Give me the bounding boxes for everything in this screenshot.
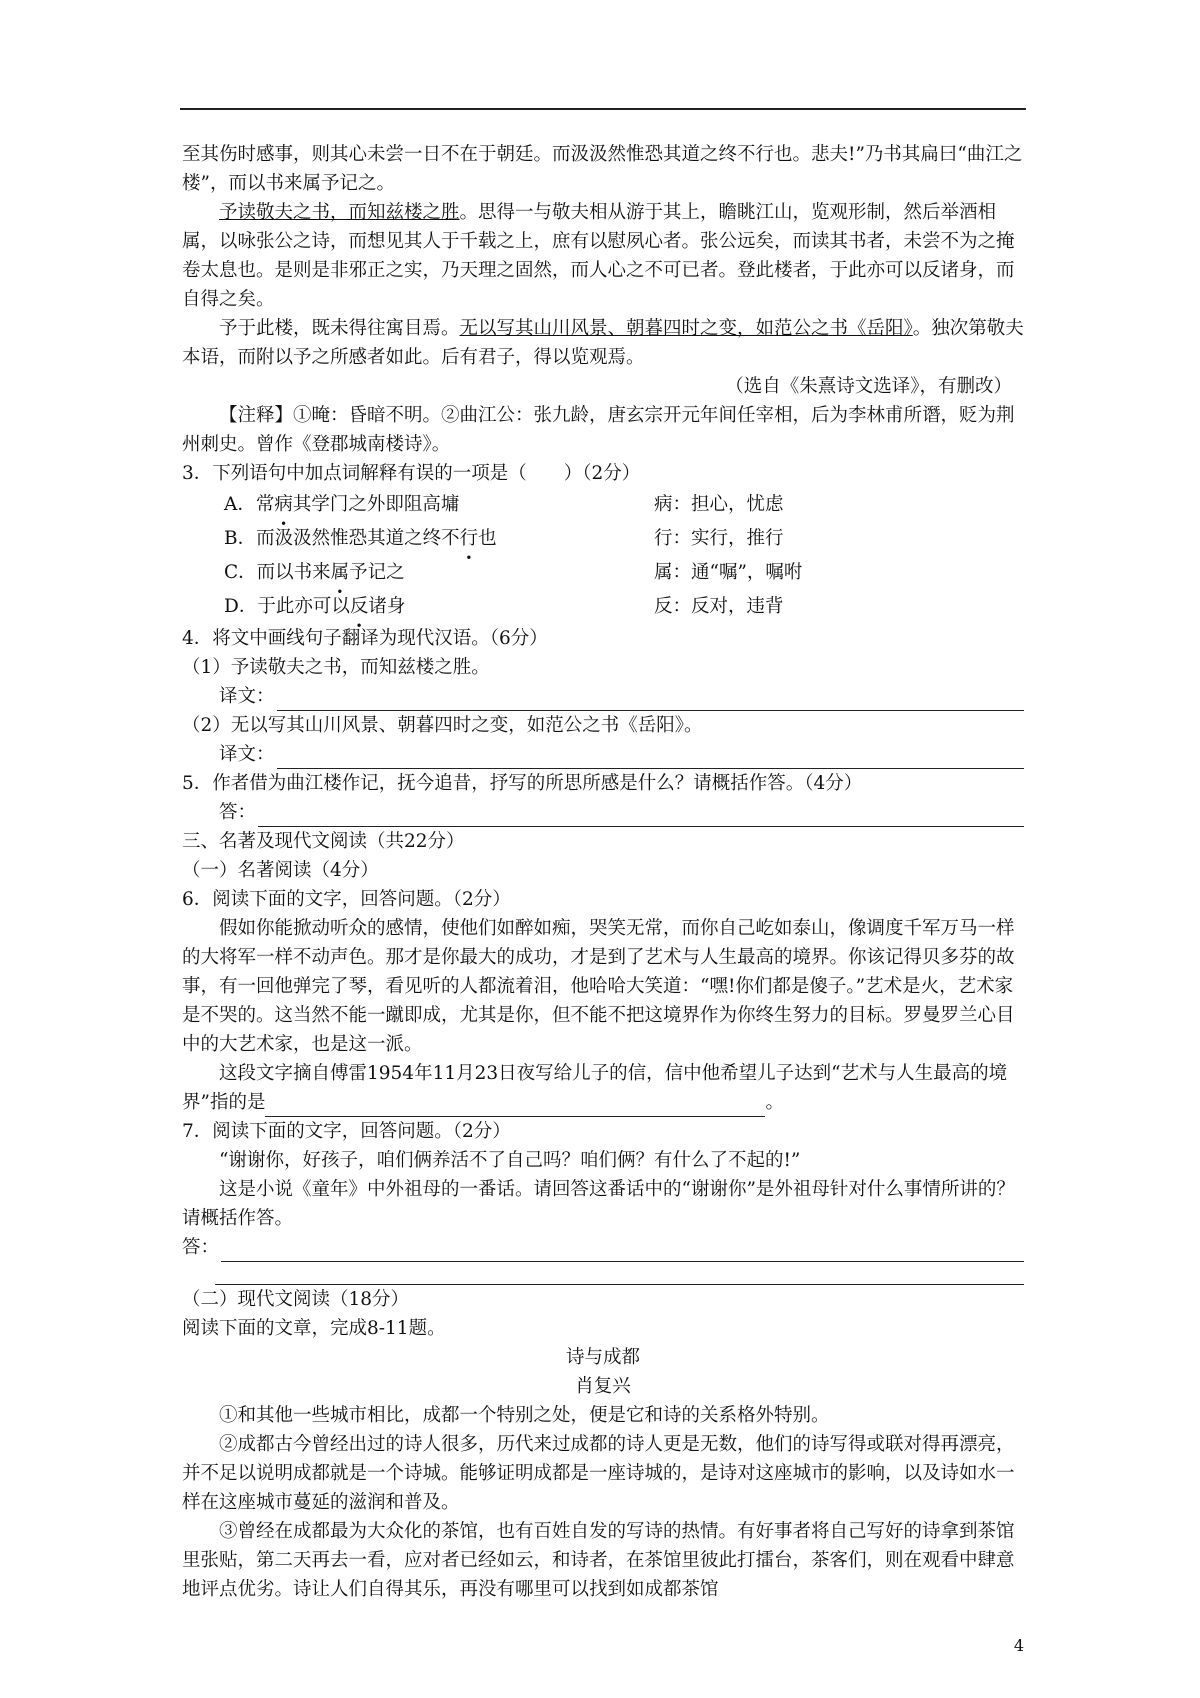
underlined-sentence-1: 予读敬夫之书，而知兹楼之胜 xyxy=(219,202,460,223)
dotted-word: 反 xyxy=(349,596,369,617)
option-sentence xyxy=(224,488,654,522)
question-3: 3．下列语句中加点词解释有误的一项是（ ）（2分） xyxy=(182,463,641,484)
answer-line[interactable] xyxy=(221,1241,1024,1262)
underlined-sentence-2: 无以写其山川风景、朝暮四时之变，如范公之书《岳阳》 xyxy=(459,318,913,339)
translation-label: 译文： xyxy=(219,686,275,707)
paragraph-3 xyxy=(182,314,1024,372)
option-sentence-post: 也 xyxy=(478,528,497,549)
option-sentence-pre: B．而汲汲然惟恐其道之终不 xyxy=(224,528,460,549)
answer-label: 答： xyxy=(182,1237,220,1258)
paragraph-3-start: 予于此楼，既未得往寓目焉。 xyxy=(219,318,460,339)
option-row[interactable] xyxy=(182,556,1024,590)
question-6: 6．阅读下面的文字，回答问题。（2分） xyxy=(182,889,511,910)
period: 。 xyxy=(765,1092,784,1113)
question-7-prompt: 这是小说《童年》中外祖母的一番话。请回答这番话中的“谢谢你”是外祖母针对什么事情所讲的？请概括作答。 xyxy=(182,1179,1015,1229)
translation-label: 译文： xyxy=(219,744,275,765)
option-row[interactable] xyxy=(182,590,1024,624)
source-citation: （选自《朱熹诗文选译》，有删改） xyxy=(725,376,1012,397)
question-3-options xyxy=(182,488,1024,624)
header-rule xyxy=(180,108,1026,110)
option-explanation: 属：通“嘱”，嘱咐 xyxy=(654,562,803,583)
dotted-word: 病 xyxy=(274,494,293,515)
option-sentence-pre: A．常 xyxy=(224,494,275,515)
answer-label: 答： xyxy=(219,802,257,823)
question-4-item-2: （2）无以写其山川风景、朝暮四时之变，如范公之书《岳阳》。 xyxy=(182,715,703,736)
answer-5-row xyxy=(182,798,1024,827)
option-sentence-post: 予记之 xyxy=(349,562,405,583)
paragraph-2 xyxy=(182,198,1024,314)
question-5: 5．作者借为曲江楼作记，抚今追昔，抒写的所思所感是什么？请概括作答。（4分） xyxy=(182,773,863,794)
annotation-note: 【注释】①晻：昏暗不明。②曲江公：张九龄，唐玄宗开元年间任宰相，后为李林甫所谮，贬为荆州刺史。曾作《登郡城南楼诗》。 xyxy=(182,405,1015,455)
translation-2-row xyxy=(182,740,1024,769)
section-3-1-heading: （一）名著阅读（4分） xyxy=(182,860,379,881)
option-sentence-post: 其学门之外即阻高墉 xyxy=(292,494,460,515)
section-3-heading: 三、名著及现代文阅读（共22分） xyxy=(182,831,465,852)
article-paragraph-1: ①和其他一些城市相比，成都一个特别之处，便是它和诗的关系格外特别。 xyxy=(219,1405,830,1426)
article-author: 肖复兴 xyxy=(575,1376,631,1397)
paragraph-1: 至其伤时感事，则其心未尝一日不在于朝廷。而汲汲然惟恐其道之终不行也。悲夫!”乃书其扁曰“曲江之楼”，而以书来属予记之。 xyxy=(182,144,1023,194)
answer-line[interactable] xyxy=(277,748,1024,769)
question-6-prompt xyxy=(182,1059,1024,1117)
page-number: 4 xyxy=(1013,1636,1024,1655)
translation-1-row xyxy=(182,682,1024,711)
question-4-item-1: （1）予读敬夫之书，而知兹楼之胜。 xyxy=(182,657,490,678)
option-explanation: 反：反对，违背 xyxy=(654,596,784,617)
question-7: 7．阅读下面的文字，回答问题。（2分） xyxy=(182,1121,511,1142)
option-sentence xyxy=(224,590,654,624)
option-explanation: 行：实行，推行 xyxy=(654,528,784,549)
option-sentence xyxy=(224,522,654,556)
option-sentence-pre: D．于此亦可以 xyxy=(224,596,350,617)
exam-page xyxy=(182,140,1024,1604)
option-sentence-pre: C．而以书来 xyxy=(224,562,331,583)
dotted-word: 行 xyxy=(459,528,479,549)
answer-line[interactable] xyxy=(265,1098,765,1117)
answer-line-2[interactable] xyxy=(215,1262,1024,1285)
paragraph-2-rest: 。思得一与敬夫相从游于其上，瞻眺江山，览观形制，然后举酒相属，以咏张公之诗，而想见其人于千载之上，庶有以慰夙心者。张公远矣，而读其书者，未尝不为之掩卷太息也。是则是非邪正之实，乃天理之固然，而人心之不可已者。登此楼者，于此亦可以反诸身，而自得之矣。 xyxy=(182,202,1015,310)
option-row[interactable] xyxy=(182,522,1024,556)
article-paragraph-3: ③曾经在成都最为大众化的茶馆，也有百姓自发的写诗的热情。有好事者将自己写好的诗拿到茶馆里张贴，第二天再去一看，应对者已经如云，和诗者，在茶馆里彼此打擂台，茶客们，则在观看中肆意地评点优劣。诗让人们自得其乐，再没有哪里可以找到如成都茶馆 xyxy=(182,1521,1015,1600)
question-6-passage: 假如你能掀动听众的感情，使他们如醉如痴，哭笑无常，而你自己屹如泰山，像调度千军万马一样的大将军一样不动声色。那才是你最大的成功，才是到了艺术与人生最高的境界。你该记得贝多芬的故事，有一回他弹完了琴，看见听的人都流着泪，他哈哈大笑道：“嘿!你们都是傻子。”艺术是火，艺术家是不哭的。这当然不能一蹴即成，尤其是你，但不能不把这境界作为你终生努力的目标。罗曼罗兰心目中的大艺术家，也是这一派。 xyxy=(182,918,1015,1055)
article-paragraph-2: ②成都古今曾经出过的诗人很多，历代来过成都的诗人更是无数，他们的诗写得或联对得再漂亮，并不足以说明成都就是一个诗城。能够证明成都是一座诗城的，是诗对这座城市的影响，以及诗如水一样在这座城市蔓延的滋润和普及。 xyxy=(182,1434,1015,1513)
option-row[interactable] xyxy=(182,488,1024,522)
question-6-ask: 这段文字摘自傅雷1954年11月23日夜写给儿子的信，信中他希望儿子达到“艺术与人生最高的境界”指的是 xyxy=(182,1063,1008,1113)
reading-instruction: 阅读下面的文章，完成8-11题。 xyxy=(182,1318,446,1339)
paragraph-3-end: 。独次第敬夫本语，而附以予之所感者如此。后有君子，得以览观焉。 xyxy=(182,318,1024,368)
section-3-2-heading: （二）现代文阅读（18分） xyxy=(182,1289,410,1310)
question-4: 4．将文中画线句子翻译为现代汉语。（6分） xyxy=(182,628,548,649)
answer-7-row xyxy=(182,1233,1024,1262)
article-title: 诗与成都 xyxy=(565,1347,640,1368)
dotted-word: 属 xyxy=(330,562,350,583)
answer-line[interactable] xyxy=(258,806,1024,827)
answer-line[interactable] xyxy=(277,690,1024,711)
option-sentence xyxy=(224,556,654,590)
option-explanation: 病：担心，忧虑 xyxy=(654,494,784,515)
option-sentence-post: 诸身 xyxy=(368,596,406,617)
question-7-quote: “谢谢你，好孩子，咱们俩养活不了自己吗？咱们俩？有什么了不起的!” xyxy=(219,1150,801,1171)
